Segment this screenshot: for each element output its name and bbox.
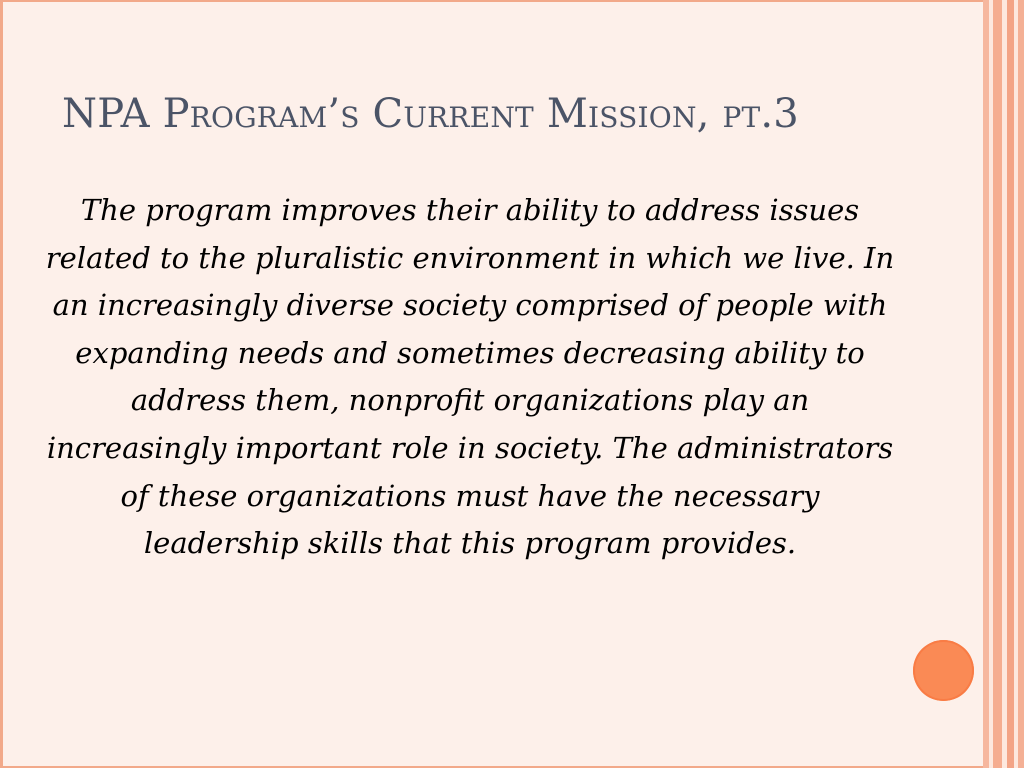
slide-title: NPA Program’s Current Mission, pt.3 xyxy=(62,91,799,137)
decorative-stripe xyxy=(993,0,1002,768)
frame-left-border xyxy=(0,0,3,768)
slide-body-text: The program improves their ability to address issues related to the pluralistic environment in which we live. In an increasingly diverse society comprised of people with expanding needs and sometimes decreasing ability to address them, nonprofit organizations play an increasingly important role in society. The administrators of these organizations must have the necessary leadership skills that this program provides. xyxy=(45,193,895,561)
frame-top-border xyxy=(0,0,1024,2)
decorative-stripe xyxy=(1007,0,1014,768)
decorative-circle xyxy=(913,640,974,701)
decorative-stripe xyxy=(1018,0,1024,768)
